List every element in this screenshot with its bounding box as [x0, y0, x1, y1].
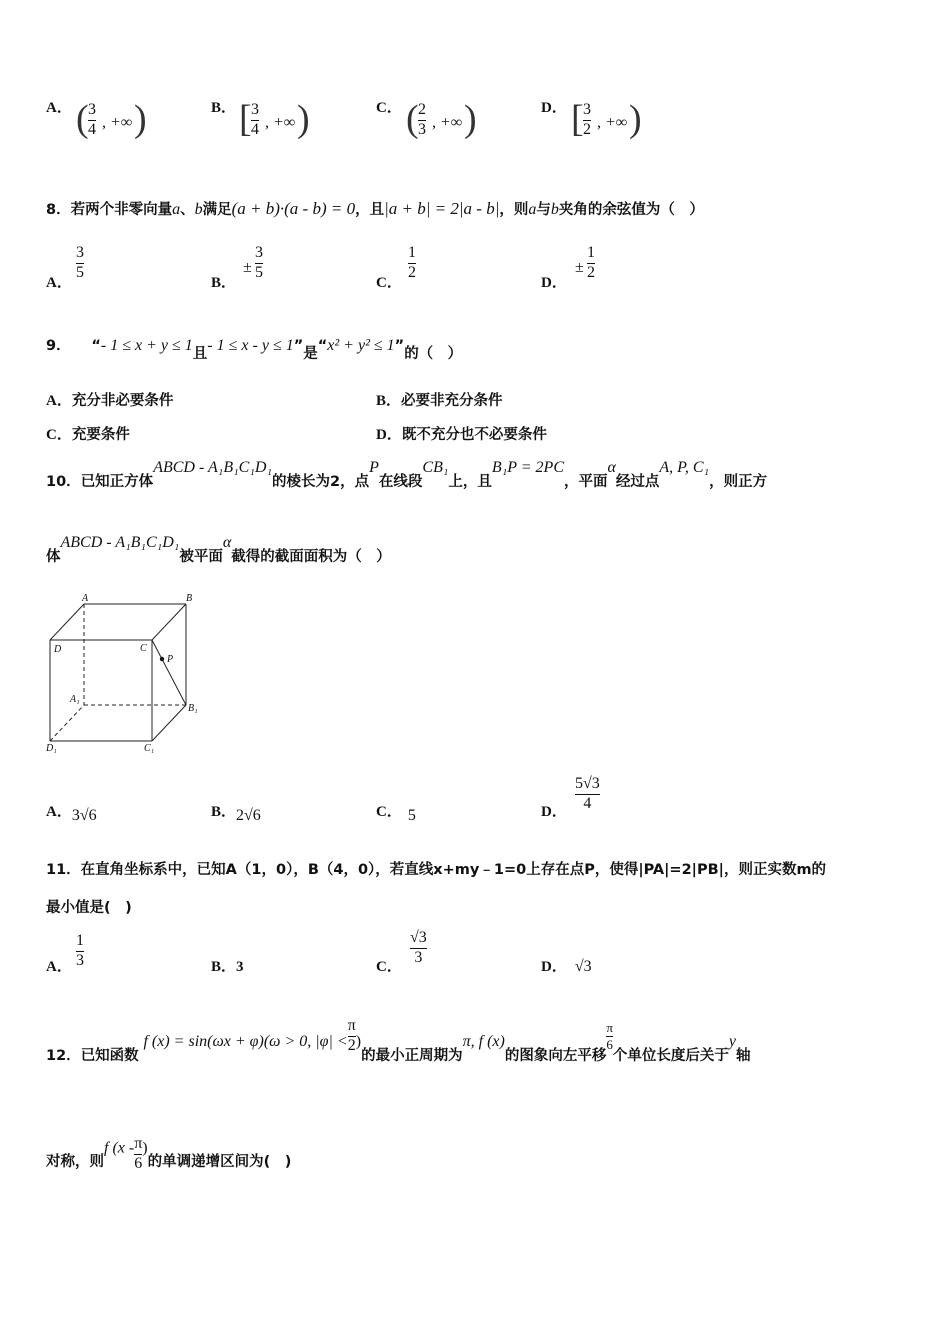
fraction: 2 3 [418, 101, 426, 138]
q10-option-b[interactable]: B．2√6 [211, 804, 261, 824]
q11-stem-line-1: 11．在直角坐标系中，已知A（1，0），B（4，0），若直线x+my﹣1=0上存在点P，使得|PA|=2|PB|，则正实数m的 [46, 862, 827, 878]
fraction: 1 3 [76, 932, 84, 969]
point-P [160, 657, 164, 661]
fraction: 3 2 [583, 101, 591, 138]
q10-option-d[interactable]: D． 5√3 4 [541, 775, 600, 820]
fraction: 3 5 [76, 244, 84, 281]
fraction: 3 4 [88, 101, 96, 138]
q7-option-d[interactable] [541, 96, 642, 140]
q11-option-a[interactable]: A． 1 3 [46, 932, 84, 975]
fraction: 1 2 [408, 244, 416, 281]
q11-option-c[interactable]: C． √3 3 [376, 929, 427, 975]
fraction: 3 5 [255, 244, 263, 281]
q10-option-a[interactable]: A．3√6 [46, 804, 97, 824]
label-B1: B₁ [188, 703, 198, 714]
option-label: D． [541, 100, 567, 116]
function-shift: f (x - [104, 1139, 135, 1157]
question-number: 10． [46, 474, 81, 490]
edge-D1A1-hidden [50, 705, 84, 741]
q9-option-c[interactable]: C．充要条件 [46, 427, 130, 443]
option-label: C． [376, 100, 402, 116]
q8-option-b[interactable]: B． ± 3 5 [211, 244, 263, 291]
close-bracket: ) [629, 98, 642, 140]
interval-tail: , +∞ [432, 114, 463, 131]
fraction: √3 3 [410, 929, 427, 966]
label-A1: A₁ [70, 694, 80, 705]
open-bracket: ( [406, 98, 419, 140]
q9-stem: 9． “- 1 ≤ x + y ≤ 1且- 1 ≤ x - y ≤ 1”是“x² + y² ≤ 1”的（ ） [46, 337, 463, 362]
q12-stem-line-2: 对称，则f (x - $\frac{\pi}{6}$ )的单调递增区间为( ) [46, 1135, 292, 1172]
fraction: $\frac{\pi}{2}$ [347, 1017, 356, 1054]
q9-option-b[interactable]: B．必要非充分条件 [376, 393, 503, 409]
edge-CB [152, 604, 186, 640]
condition-2: |a + b| = 2|a - b| [384, 199, 500, 218]
q9-option-d[interactable]: D．既不充分也不必要条件 [376, 427, 547, 443]
cube-name: ABCD - A₁B₁C₁D₁ [153, 459, 273, 476]
interval-tail: , +∞ [102, 114, 133, 131]
function-def: f (x) = sin(ωx + φ)(ω > 0, |φ| < [143, 1033, 348, 1051]
q11-option-b[interactable]: B．3 [211, 959, 244, 975]
label-D: D [54, 644, 62, 655]
open-bracket: [ [239, 98, 252, 140]
question-number: 9． [46, 338, 71, 354]
cube-figure [40, 590, 210, 755]
close-bracket: ) [134, 98, 147, 140]
close-bracket: ) [297, 98, 310, 140]
q11-option-d[interactable]: D． √3 [541, 958, 592, 975]
fraction: $\frac{\pi}{6}$ [134, 1135, 143, 1172]
question-number: 8． [46, 202, 71, 218]
condition-3: x² + y² ≤ 1 [327, 337, 395, 354]
fraction: 3 4 [251, 101, 259, 138]
label-B: B [186, 593, 193, 604]
q10-stem-line-2: 体ABCD - A₁B₁C₁D₁被平面α截得的截面面积为（ ） [46, 534, 391, 565]
label-D1: D₁ [46, 743, 57, 754]
fraction: 1 2 [587, 244, 595, 281]
q8-option-a[interactable]: A． 3 5 [46, 244, 84, 291]
q8-option-d[interactable]: D． ± 1 2 [541, 244, 595, 291]
label-P: P [167, 654, 174, 665]
edge-DA [50, 604, 84, 640]
option-label: A． [46, 100, 72, 116]
interval-tail: , +∞ [597, 114, 628, 131]
q8-option-c[interactable]: C． 1 2 [376, 244, 416, 291]
interval-tail: , +∞ [265, 114, 296, 131]
label-C1: C₁ [144, 743, 155, 754]
cube-name: ABCD - A₁B₁C₁D₁ [60, 534, 180, 551]
condition-1: - 1 ≤ x + y ≤ 1 [100, 337, 193, 354]
q11-stem-line-2: 最小值是( ) [46, 900, 132, 916]
open-bracket: ( [76, 98, 89, 140]
label-A: A [82, 593, 89, 604]
q7-option-c[interactable] [376, 96, 477, 140]
q12-stem-line-1: 12．已知函数 f (x) = sin(ωx + φ)(ω > 0, |φ| < $\frac{\pi}{2}$ )的最小正周期为π, f (x)的图象向左平移 $\frac{\pi}{6}$ 个单位长度后关于y轴 [46, 1017, 751, 1065]
q10-option-c[interactable]: C． 5 [376, 804, 416, 824]
q10-stem-line-1: 10．已知正方体ABCD - A₁B₁C₁D₁的棱长为2，点P在线段CB₁上，且B₁P = 2PC，平面α经过点A, P, C₁，则正方 [46, 459, 768, 490]
question-number: 12． [46, 1048, 81, 1065]
close-bracket: ) [464, 98, 477, 140]
option-label: B． [211, 100, 237, 116]
open-bracket: [ [571, 98, 584, 140]
q7-option-b[interactable] [211, 96, 310, 140]
condition-2: - 1 ≤ x - y ≤ 1 [207, 337, 294, 354]
segment-CB1 [152, 640, 186, 705]
q7-option-a[interactable] [46, 96, 147, 140]
edge-C1B1 [152, 705, 186, 741]
q9-option-a[interactable]: A．充分非必要条件 [46, 393, 174, 409]
label-C: C [140, 643, 147, 654]
condition-1: (a + b)·(a - b) = 0 [231, 199, 356, 218]
fraction: 5√3 4 [575, 775, 600, 812]
fraction: $\frac{\pi}{6}$ [606, 1020, 613, 1052]
q8-stem: 8．若两个非零向量a、b满足(a + b)·(a - b) = 0，且|a + b| = 2|a - b|，则a与b夹角的余弦值为（ ） [46, 199, 704, 218]
